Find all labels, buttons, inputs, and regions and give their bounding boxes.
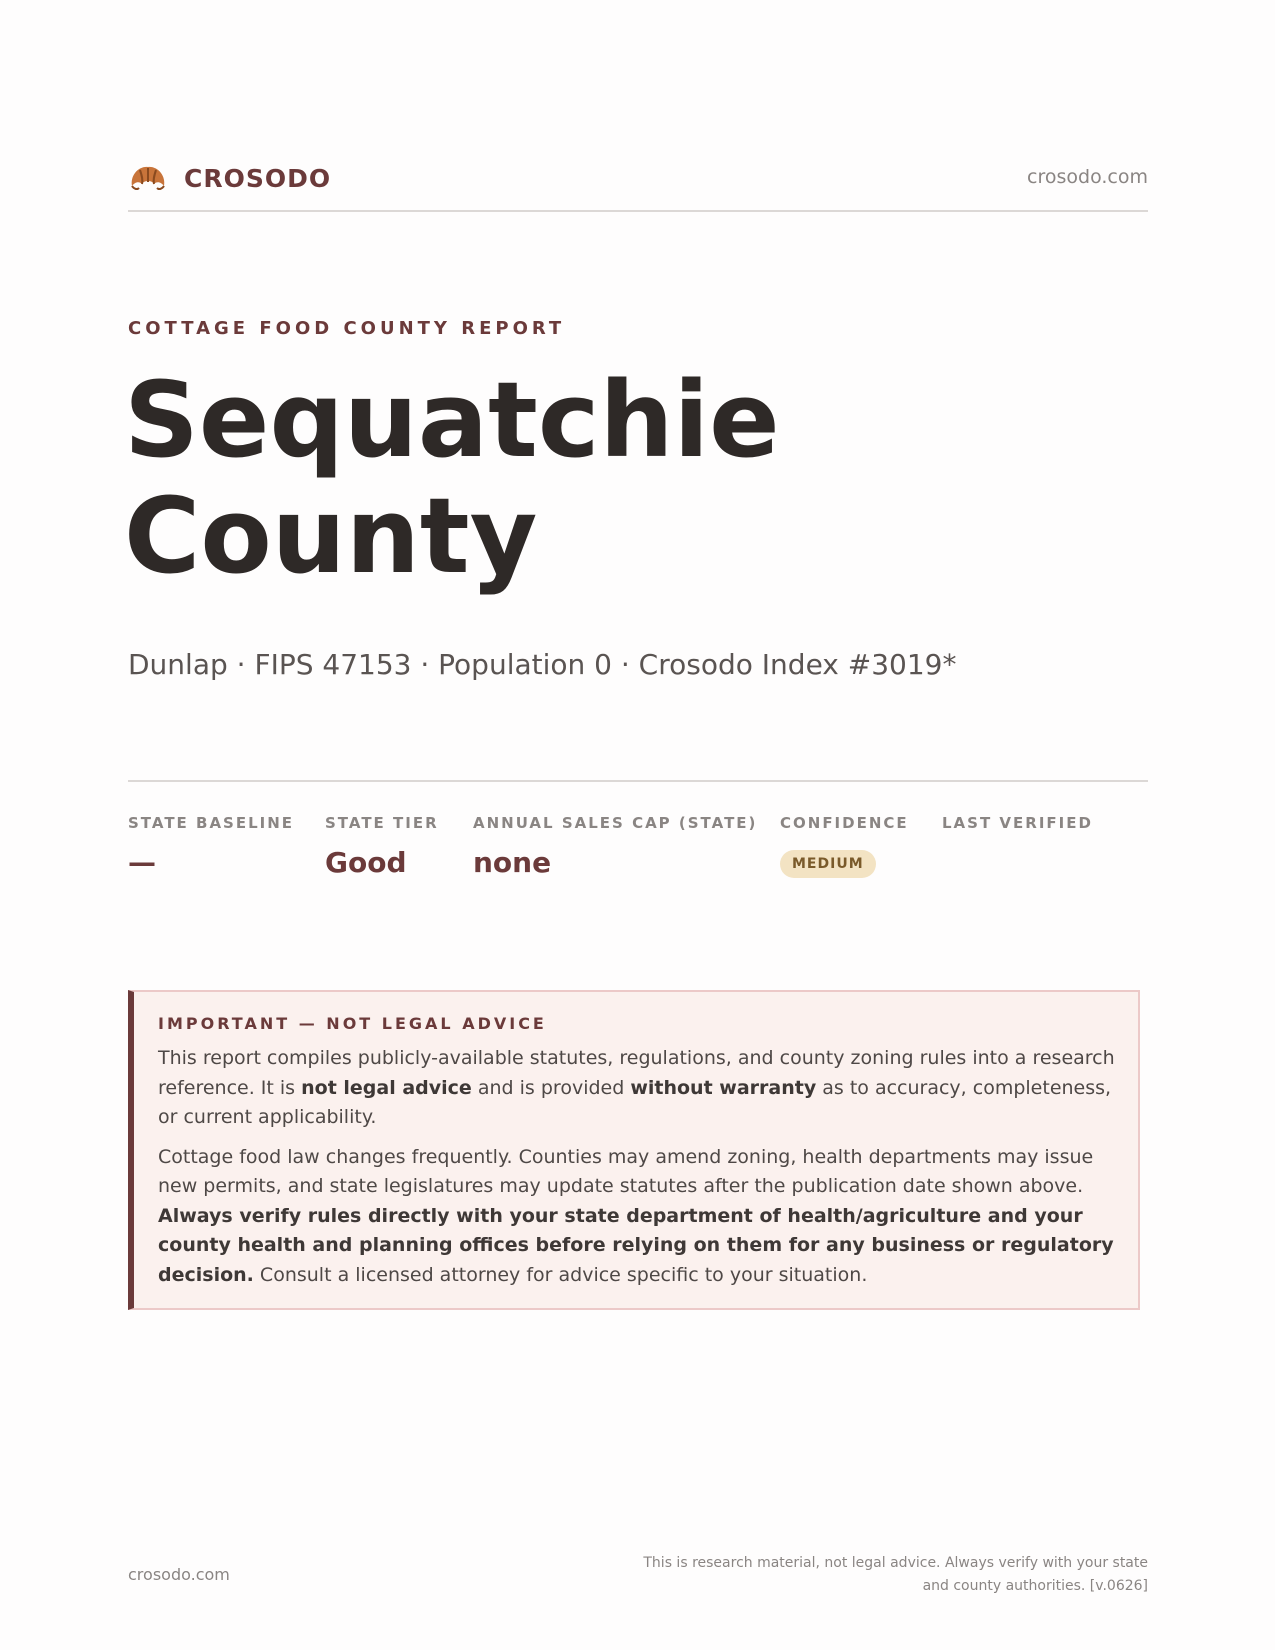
report-eyebrow: COTTAGE FOOD COUNTY REPORT [128, 318, 566, 339]
title-line-1: Sequatchie [124, 359, 780, 481]
page-header [128, 158, 1148, 212]
stat-annual-sales-cap [473, 814, 757, 879]
notice-paragraph [158, 1044, 1118, 1133]
notice-emphasis: without warranty [630, 1076, 817, 1099]
stat-value: — [128, 846, 156, 879]
brand-name: CROSODO [184, 163, 332, 193]
footer-disclaimer [588, 1552, 1148, 1598]
notice-text: Cottage food law changes frequently. Counties may amend zoning, health departments may issue new permits, and state legislatures may update statutes after the publication date shown above. [158, 1145, 1094, 1197]
notice-text: Consult a licensed attorney for advice specific to your situation. [253, 1263, 868, 1286]
footer-disclaimer-line: This is research material, not legal advice. Always verify with your state [643, 1555, 1148, 1571]
county-subtitle: Dunlap · FIPS 47153 · Population 0 · Crosodo Index #3019* [128, 648, 957, 681]
stat-last-verified [942, 814, 1093, 846]
footer-site-link: crosodo.com [128, 1565, 230, 1584]
notice-emphasis: not legal advice [301, 1076, 472, 1099]
notice-text: This report compiles publicly-available statutes, regulations, and county zoning rules into a research reference. It is [158, 1047, 1115, 1099]
section-divider [128, 780, 1148, 782]
stat-label: CONFIDENCE [780, 814, 909, 832]
stat-value: Good [325, 846, 407, 879]
site-link[interactable]: crosodo.com [1027, 166, 1148, 188]
notice-text: as to accuracy, completeness, or current applicability. [158, 1076, 1112, 1128]
notice-heading: IMPORTANT — NOT LEGAL ADVICE [158, 1014, 547, 1033]
stat-label: STATE BASELINE [128, 814, 295, 832]
legal-notice [128, 990, 1140, 1310]
confidence-badge: MEDIUM [780, 850, 876, 878]
page-title [124, 359, 780, 597]
stat-label: ANNUAL SALES CAP (STATE) [473, 814, 758, 832]
notice-paragraph [158, 1143, 1118, 1291]
croissant-icon [128, 158, 168, 198]
notice-emphasis: Always verify rules directly with your state department of health/agriculture and your county health and planning offices before relying on them for any business or regulatory decision. [158, 1204, 1114, 1286]
brand [128, 158, 331, 198]
notice-text: and is provided [471, 1076, 631, 1099]
notice-body [158, 1044, 1118, 1300]
footer-disclaimer-line: and county authorities. [v.0626] [922, 1578, 1148, 1594]
stat-state-baseline [128, 814, 294, 879]
title-line-2: County [124, 475, 538, 597]
report-page [124, 0, 1148, 1650]
stat-value: none [473, 846, 552, 879]
stat-label: LAST VERIFIED [942, 814, 1093, 832]
stat-label: STATE TIER [325, 814, 439, 832]
stat-confidence [780, 814, 909, 878]
stat-state-tier [325, 814, 439, 879]
